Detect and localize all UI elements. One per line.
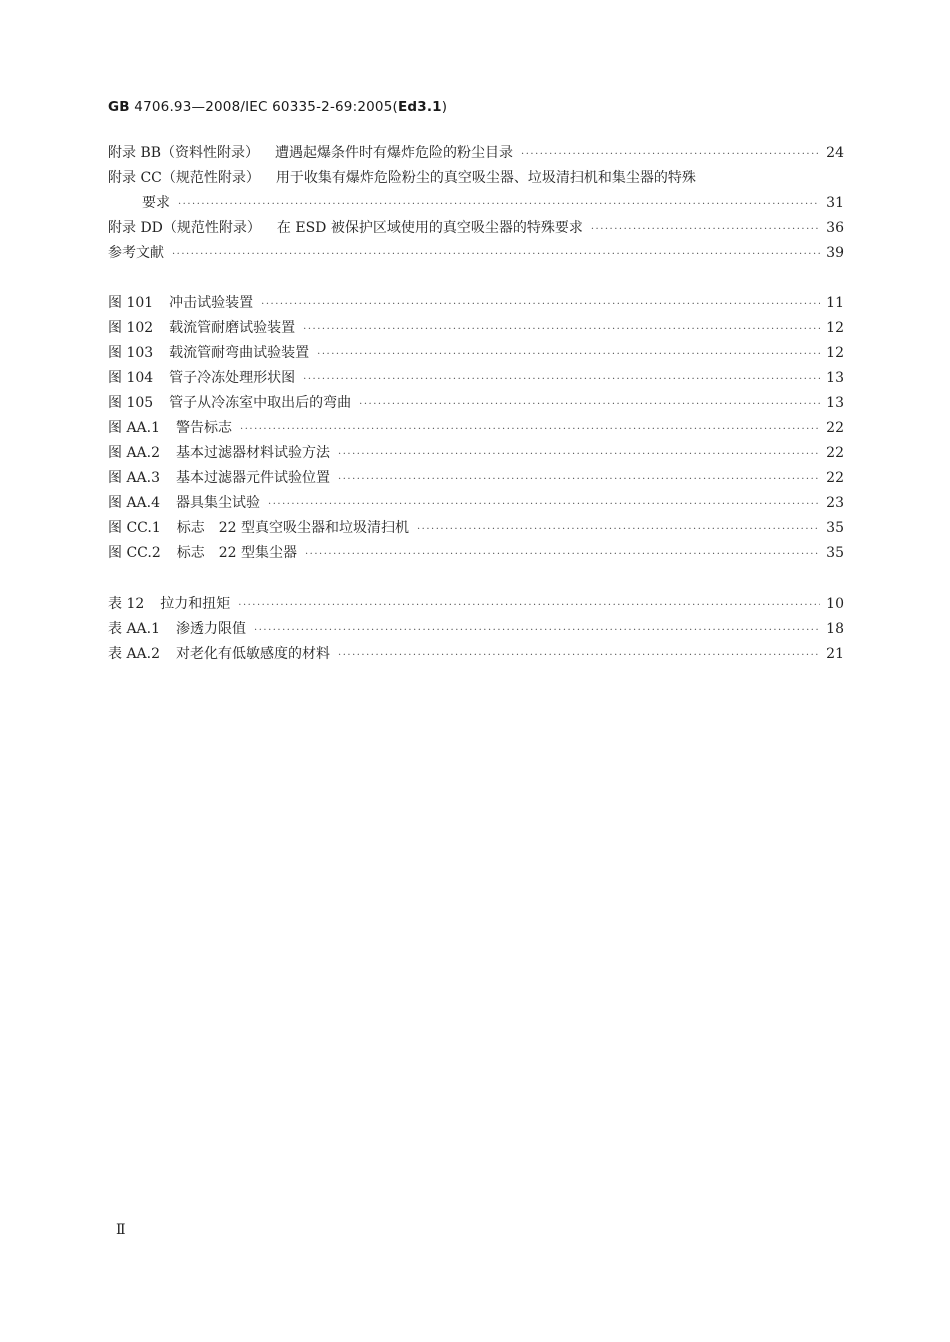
standard-edition: Ed3.1 [397,99,442,115]
toc-entry-number: 表 12 [108,596,145,612]
toc-entry-title: 用于收集有爆炸危险粉尘的真空吸尘器、垃圾清扫机和集尘器的特殊 [275,170,696,186]
document-header [108,99,447,115]
toc-entry-figure[interactable] [108,516,844,541]
toc-entry-number: 图 AA.3 [108,470,161,486]
toc-entry-figure[interactable] [108,341,844,366]
toc-entry-number: 图 CC.1 [108,520,161,536]
toc-entry-number: 图 104 [108,370,154,386]
toc-entry-title: 载流管耐磨试验装置 [169,320,296,336]
toc-entry-page: 22 [826,470,844,486]
toc-entry-label: 附录 CC（规范性附录） [108,170,260,186]
toc-entry-title: 管子从冷冻室中取出后的弯曲 [169,395,352,411]
toc-entry-title: 标志 22 型集尘器 [176,545,297,561]
toc-entry-bibliography[interactable] [108,241,844,266]
toc-entry-figure[interactable] [108,541,844,566]
toc-entry-figure[interactable] [108,416,844,441]
toc-entry-table[interactable] [108,617,844,642]
toc-entry-page: 21 [826,646,844,662]
toc-tables-section [108,592,844,667]
toc-entry-page: 12 [826,345,844,361]
toc-entry-label: 参考文献 [108,245,164,261]
toc-entry-page: 23 [826,495,844,511]
leader-dots [303,317,820,342]
toc-entry-number: 图 AA.1 [108,420,161,436]
toc-entry-title: 载流管耐弯曲试验装置 [169,345,310,361]
toc-entry-appendix-bb[interactable] [108,141,844,166]
toc-entry-title: 对老化有低敏感度的材料 [176,646,331,662]
toc-entry-number: 图 103 [108,345,154,361]
toc-entry-title: 标志 22 型真空吸尘器和垃圾清扫机 [176,520,409,536]
toc-entry-table[interactable] [108,592,844,617]
leader-dots [254,618,820,643]
toc-entry-page: 35 [826,520,844,536]
toc-entry-page: 13 [826,370,844,386]
page-number: Ⅱ [116,1222,126,1238]
toc-entry-number: 表 AA.1 [108,621,161,637]
toc-entry-appendix-dd[interactable] [108,216,844,241]
leader-dots [591,217,820,242]
toc-entry-title: 渗透力限值 [176,621,247,637]
toc-entry-number: 图 101 [108,295,154,311]
toc-entry-title: 器具集尘试验 [176,495,261,511]
leader-dots [261,292,820,317]
toc-entry-page: 22 [826,445,844,461]
toc-entry-page: 36 [826,220,844,236]
toc-entry-number: 图 105 [108,395,154,411]
toc-entry-continuation: 要求 [142,195,170,211]
toc-entry-page: 13 [826,395,844,411]
header-close-paren: ) [441,99,448,115]
leader-dots [317,342,820,367]
toc-entry-figure[interactable] [108,466,844,491]
leader-dots [238,593,820,618]
toc-entry-title: 冲击试验装置 [169,295,254,311]
standard-number: 4706.93—2008/IEC 60335-2-69:2005( [134,99,398,115]
toc-entry-page: 24 [826,145,844,161]
toc-entry-title: 基本过滤器元件试验位置 [176,470,331,486]
toc-entry-label: 附录 BB（资料性附录） [108,145,260,161]
toc-entry-figure[interactable] [108,391,844,416]
toc-entry-title: 基本过滤器材料试验方法 [176,445,331,461]
toc-entry-title: 管子冷冻处理形状图 [169,370,296,386]
toc-entry-page: 31 [826,195,844,211]
leader-dots [521,142,820,167]
standard-prefix: GB [108,99,130,115]
toc-entry-title: 警告标志 [176,420,233,436]
leader-dots [338,442,820,467]
toc-entry-number: 表 AA.2 [108,646,161,662]
toc-entry-figure[interactable] [108,441,844,466]
toc-entry-appendix-cc-continuation[interactable] [108,191,844,216]
toc-entry-figure[interactable] [108,366,844,391]
toc-appendix-section [108,141,844,266]
toc-entry-figure[interactable] [108,316,844,341]
leader-dots [178,192,820,217]
leader-dots [240,417,820,442]
toc-entry-page: 18 [826,621,844,637]
toc-entry-number: 图 AA.2 [108,445,161,461]
toc-entry-page: 10 [826,596,844,612]
toc-entry-title: 遭遇起爆条件时有爆炸危险的粉尘目录 [275,145,514,161]
toc-entry-title: 拉力和扭矩 [160,596,231,612]
toc-entry-number: 图 102 [108,320,154,336]
toc-entry-page: 22 [826,420,844,436]
leader-dots [268,492,820,517]
leader-dots [417,517,820,542]
toc-entry-figure[interactable] [108,291,844,316]
toc-entry-page: 35 [826,545,844,561]
toc-entry-page: 12 [826,320,844,336]
toc-entry-figure[interactable] [108,491,844,516]
toc-figures-section [108,291,844,566]
leader-dots [172,242,820,267]
leader-dots [338,643,820,668]
toc-entry-number: 图 CC.2 [108,545,161,561]
leader-dots [303,367,820,392]
toc-entry-page: 11 [826,295,844,311]
toc-entry-table[interactable] [108,642,844,667]
toc-entry-number: 图 AA.4 [108,495,161,511]
leader-dots [305,542,820,567]
toc-entry-page: 39 [826,245,844,261]
toc-entry-appendix-cc[interactable] [108,166,844,191]
leader-dots [338,467,820,492]
leader-dots [359,392,820,417]
toc-entry-title: 在 ESD 被保护区域使用的真空吸尘器的特殊要求 [276,220,583,236]
toc-entry-label: 附录 DD（规范性附录） [108,220,261,236]
